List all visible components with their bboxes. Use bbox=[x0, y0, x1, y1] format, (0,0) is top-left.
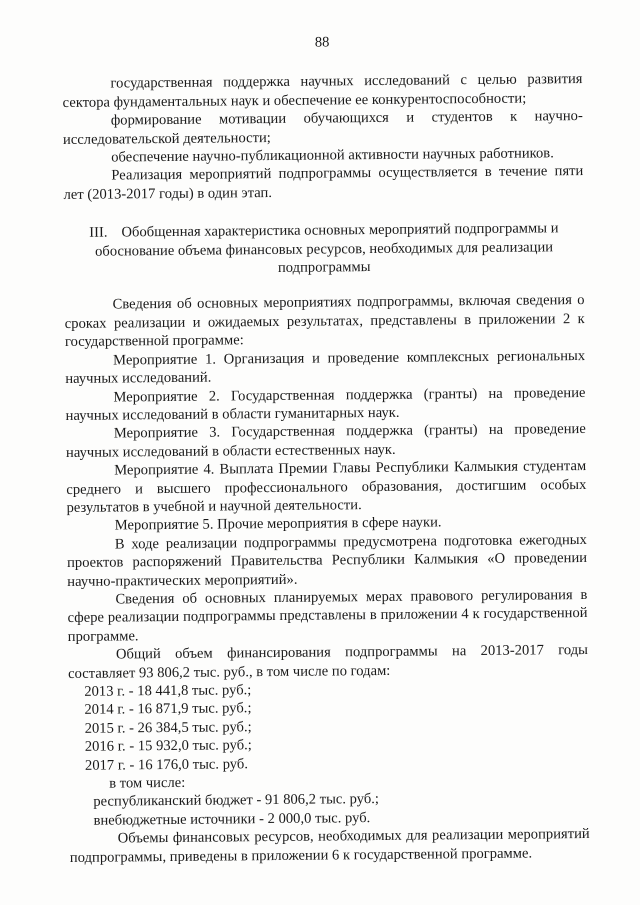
funding-source-republican-budget: республиканский бюджет - 91 806,2 тыс. руб.; bbox=[93, 791, 380, 811]
paragraph-legal-regulation: Сведения об основных планируемых мерах правового регулирования в сфере реализации подпрограммы представлены в приложении 4 к государственной программе. bbox=[67, 586, 588, 645]
funding-sources-list bbox=[69, 788, 589, 830]
section-heading bbox=[64, 219, 585, 279]
section-number: III. bbox=[89, 224, 108, 241]
paragraph-publication-activity: обеспечение научно-публикационной активности научных работников. bbox=[111, 145, 554, 166]
including-label: в том числе: bbox=[109, 774, 186, 792]
funding-source-extrabudgetary: внебюджетные источники - 2 000,0 тыс. руб. bbox=[93, 809, 371, 829]
activity-2: Мероприятие 2. Государственная поддержка (гранты) на проведение научных исследований в области гуманитарных наук. bbox=[65, 384, 586, 424]
paragraph-support-research: государственная поддержка научных исследований с целью развития сектора фундаментальных наук и обеспечение ее конкурентоспособности; bbox=[62, 71, 583, 111]
paragraph-main-activities: Сведения об основных мероприятиях подпрограммы, включая сведения о сроках реализации и ожидаемых результатах, представлены в приложении 2 к государственной программе: bbox=[64, 292, 585, 351]
funding-by-year-list bbox=[68, 678, 589, 793]
paragraph-motivation: формирование мотивации обучающихся и студентов к научно-исследовательской деятельности; bbox=[62, 108, 583, 148]
page-number: 88 bbox=[314, 34, 330, 51]
page-content bbox=[62, 31, 590, 867]
section-title: Обобщенная характеристика основных мероприятий подпрограммы и обоснование объема финансовых ресурсов, необходимых для реализации подпрограммы bbox=[94, 220, 559, 276]
funding-year-2014: 2014 г. - 16 871,9 тыс. руб.; bbox=[84, 700, 252, 719]
funding-year-2016: 2016 г. - 15 932,0 тыс. руб.; bbox=[84, 737, 252, 756]
activity-3: Мероприятие 3. Государственная поддержка (гранты) на проведение научных исследований в области естественных наук. bbox=[65, 421, 586, 461]
paragraph-financial-resources: Объемы финансовых ресурсов, необходимых для реализации мероприятий подпрограммы, приведены в приложении 6 к государственной программе. bbox=[69, 826, 590, 866]
paragraph-total-funding: Общий объем финансирования подпрограммы на 2013-2017 годы составляет 93 806,2 тыс. руб., в том числе по годам: bbox=[68, 642, 588, 682]
activity-5: Мероприятие 5. Прочие мероприятия в сфере науки. bbox=[114, 514, 442, 534]
activity-1: Мероприятие 1. Организация и проведение комплексных региональных научных исследований. bbox=[65, 347, 586, 388]
funding-year-2015: 2015 г. - 26 384,5 тыс. руб.; bbox=[84, 719, 252, 737]
paragraph-annual-orders: В ходе реализации подпрограммы предусмотрена подготовка ежегодных проектов распоряжений Правительства Республики Калмыкия «О проведении научно-практических мероприятий». bbox=[66, 531, 588, 590]
funding-year-2017: 2017 г. - 16 176,0 тыс. руб. bbox=[84, 755, 249, 774]
funding-year-2013: 2013 г. - 18 441,8 тыс. руб.; bbox=[84, 682, 252, 700]
activity-4: Мероприятие 4. Выплата Премии Главы Республики Калмыкия студентам среднего и высшего профессионального образования, достигшим особых результатов в учебной и научной деятельности. bbox=[66, 458, 587, 516]
paragraph-implementation-period: Реализация мероприятий подпрограммы осуществляется в течение пяти лет (2013-2017 годы) в один этап. bbox=[63, 163, 584, 203]
